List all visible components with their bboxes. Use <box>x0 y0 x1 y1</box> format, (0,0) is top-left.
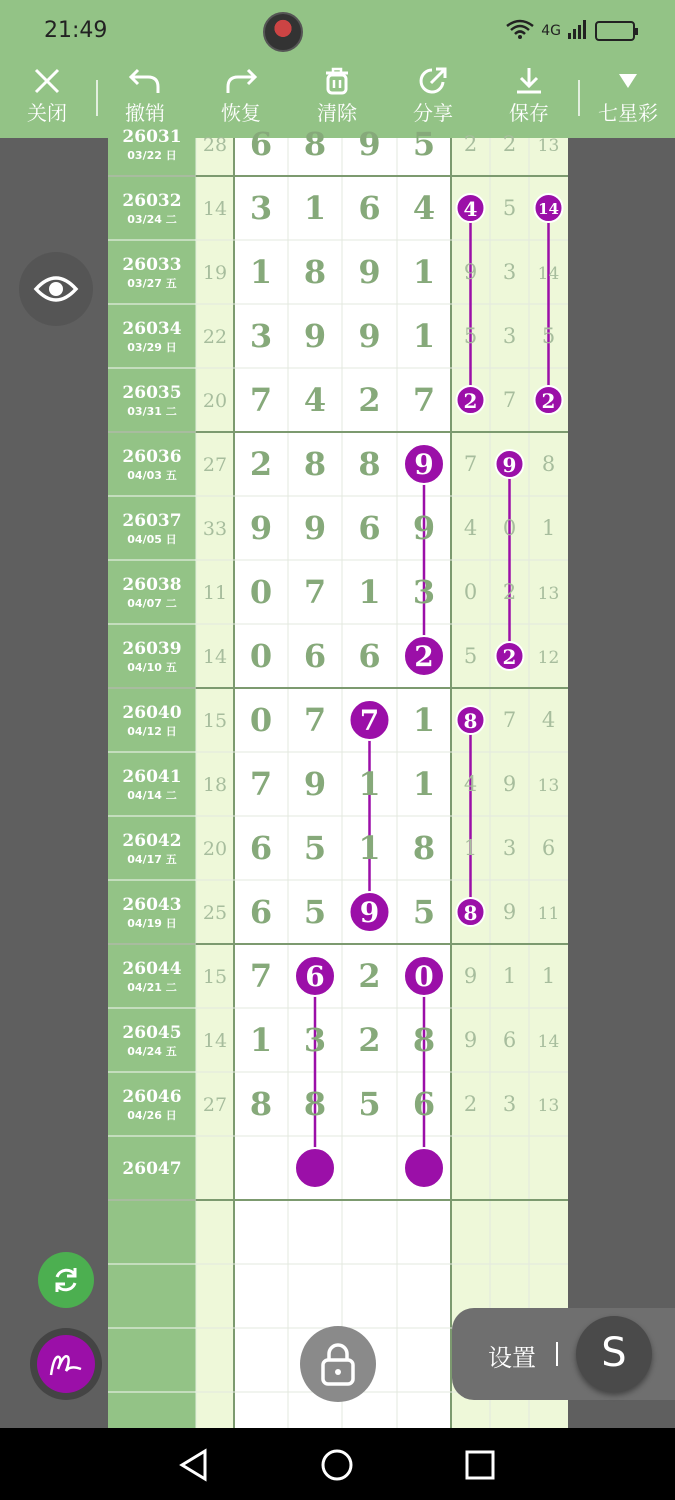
issue-date: 03/22 日 <box>127 149 177 162</box>
issue-date: 04/12 日 <box>127 725 177 738</box>
digit-value: 7 <box>303 573 327 611</box>
extra-value: 8 <box>541 452 556 476</box>
close-icon <box>18 62 76 98</box>
sum-value: 27 <box>202 1094 228 1116</box>
sum-value: 27 <box>202 454 228 476</box>
extra-value: 14 <box>537 1032 560 1052</box>
lottery-type-dropdown[interactable] <box>592 62 664 138</box>
digit-value: 1 <box>358 573 381 611</box>
digit-marker-value: 7 <box>359 704 380 737</box>
extra-value: 5 <box>502 196 517 220</box>
settings-panel <box>452 1308 675 1400</box>
pen-icon <box>37 1335 95 1393</box>
digit-value: 2 <box>358 381 381 419</box>
extra-value: 3 <box>502 1092 517 1116</box>
digit-value: 8 <box>412 1021 436 1059</box>
extra-value: 3 <box>502 836 517 860</box>
digit-value: 8 <box>303 253 327 291</box>
digit-value: 3 <box>249 317 273 355</box>
avatar <box>263 12 303 52</box>
issue-number: 26042 <box>122 831 182 851</box>
recents-icon[interactable] <box>464 1448 496 1482</box>
sum-value: 11 <box>202 582 228 604</box>
digit-value: 7 <box>249 957 273 995</box>
issue-date: 03/24 二 <box>127 213 177 226</box>
sum-value: 18 <box>202 774 228 796</box>
visibility-toggle-button[interactable] <box>19 252 93 326</box>
extra-value: 3 <box>502 260 517 284</box>
status-icons <box>505 18 635 44</box>
digit-value: 1 <box>412 701 436 739</box>
trend-chart-svg <box>108 125 568 1428</box>
digit-value: 0 <box>249 637 273 675</box>
extra-value: 1 <box>541 964 556 988</box>
digit-value: 9 <box>358 253 381 291</box>
issue-number: 26045 <box>122 1023 182 1043</box>
sum-value: 14 <box>202 646 228 668</box>
issue-date: 04/21 二 <box>127 981 177 994</box>
undo-label: 撤销 <box>125 101 165 125</box>
refresh-button[interactable] <box>38 1252 94 1308</box>
digit-marker-value: 9 <box>359 896 380 929</box>
issue-date: 04/19 日 <box>127 917 177 930</box>
extra-marker-value: 8 <box>463 709 478 733</box>
digit-value: 2 <box>358 1021 381 1059</box>
settings-button[interactable]: 设置 <box>488 1344 536 1372</box>
issue-date: 03/29 日 <box>127 341 177 354</box>
close-label: 关闭 <box>27 101 67 125</box>
settings-divider <box>556 1342 558 1366</box>
lottery-type-label: 七星彩 <box>598 101 658 125</box>
digit-marker-value: 9 <box>414 448 434 481</box>
extra-value: 3 <box>502 324 517 348</box>
digit-marker-value: 6 <box>305 960 325 993</box>
extra-value: 2 <box>463 1092 478 1116</box>
issue-number: 26040 <box>122 703 182 723</box>
extra-marker-value: 8 <box>463 901 478 925</box>
extra-value: 0 <box>463 580 478 604</box>
extra-value: 6 <box>502 1028 517 1052</box>
issue-date: 03/27 五 <box>127 277 177 290</box>
lock-button[interactable] <box>300 1326 376 1402</box>
digit-value: 3 <box>412 573 436 611</box>
issue-number: 26034 <box>122 319 182 339</box>
issue-date: 04/05 日 <box>127 533 177 546</box>
toolbar-divider <box>96 80 98 116</box>
extra-value: 2 <box>463 132 478 156</box>
issue-number: 26036 <box>122 447 182 467</box>
digit-value: 0 <box>249 573 273 611</box>
digit-value: 8 <box>249 1085 273 1123</box>
extra-value: 1 <box>541 516 556 540</box>
download-icon <box>500 62 558 98</box>
redo-label: 恢复 <box>221 101 261 125</box>
sum-value: 19 <box>202 262 228 284</box>
extra-value: 0 <box>502 516 517 540</box>
extra-marker-value: 2 <box>502 645 517 669</box>
digit-value: 8 <box>412 829 436 867</box>
issue-number: 26035 <box>122 383 182 403</box>
digit-value: 1 <box>249 253 273 291</box>
issue-date: 04/26 日 <box>127 1109 177 1122</box>
digit-value: 9 <box>249 509 273 547</box>
extra-value: 5 <box>541 324 556 348</box>
trash-icon <box>308 62 366 98</box>
issue-date: 04/24 五 <box>127 1045 177 1058</box>
digit-value: 1 <box>358 829 381 867</box>
extra-value: 4 <box>541 708 556 732</box>
sum-value: 15 <box>202 966 228 988</box>
digit-value: 7 <box>303 701 327 739</box>
refresh-icon <box>51 1268 81 1303</box>
home-icon[interactable] <box>320 1448 354 1482</box>
extra-value: 9 <box>502 772 517 796</box>
extra-value: 14 <box>537 264 560 284</box>
issue-date: 04/07 二 <box>127 597 177 610</box>
digit-value: 7 <box>249 765 273 803</box>
extra-value: 9 <box>463 1028 478 1052</box>
undo-icon <box>116 62 174 98</box>
digit-value: 6 <box>249 125 273 163</box>
wifi-icon <box>505 18 535 44</box>
issue-number: 26031 <box>122 127 182 147</box>
extra-value: 13 <box>537 584 560 604</box>
dropdown-icon <box>592 62 664 98</box>
save-button[interactable] <box>500 62 558 138</box>
sum-value: 25 <box>202 902 228 924</box>
extra-marker-value: 14 <box>538 200 559 218</box>
share-label: 分享 <box>413 101 453 125</box>
clear-label: 清除 <box>317 101 357 125</box>
digit-value: 5 <box>412 893 436 931</box>
digit-value: 1 <box>358 765 381 803</box>
extra-value: 7 <box>463 452 478 476</box>
battery-icon <box>595 21 635 41</box>
digit-value: 5 <box>358 1085 381 1123</box>
digit-value: 1 <box>249 1021 273 1059</box>
issue-date: 04/17 五 <box>127 853 177 866</box>
extra-value: 13 <box>537 1096 560 1116</box>
sum-value: 15 <box>202 710 228 732</box>
extra-value: 13 <box>537 136 560 156</box>
digit-value: 6 <box>249 829 273 867</box>
digit-value: 5 <box>303 893 327 931</box>
extra-value: 4 <box>463 516 478 540</box>
digit-marker <box>295 1148 335 1188</box>
issue-number: 26041 <box>122 767 182 787</box>
extra-value: 7 <box>502 708 517 732</box>
digit-marker-value: 2 <box>414 640 434 673</box>
status-bar <box>0 0 675 62</box>
digit-value: 9 <box>303 509 327 547</box>
sum-value: 22 <box>202 326 228 348</box>
extra-value: 6 <box>541 836 556 860</box>
digit-value: 1 <box>303 189 327 227</box>
extra-value: 9 <box>502 900 517 924</box>
redo-icon <box>212 62 270 98</box>
digit-value: 6 <box>358 509 381 547</box>
extra-value: 9 <box>463 964 478 988</box>
issue-number: 26033 <box>122 255 182 275</box>
sum-value: 14 <box>202 198 228 220</box>
lock-icon <box>318 1371 358 1390</box>
digit-value: 1 <box>412 317 436 355</box>
digit-value: 9 <box>303 317 327 355</box>
sum-value: 20 <box>202 390 228 412</box>
digit-value: 6 <box>358 189 381 227</box>
digit-value: 4 <box>412 189 436 227</box>
toolbar <box>0 62 675 138</box>
digit-value: 2 <box>358 957 381 995</box>
issue-number: 26037 <box>122 511 182 531</box>
extra-value: 7 <box>502 388 517 412</box>
back-icon[interactable] <box>178 1448 210 1482</box>
share-icon <box>404 62 462 98</box>
extra-marker-value: 9 <box>502 453 517 477</box>
issue-number: 26047 <box>122 1159 182 1179</box>
extra-marker-value: 2 <box>541 389 556 413</box>
extra-marker-value: 2 <box>463 389 478 413</box>
save-label: 保存 <box>509 101 549 125</box>
toolbar-divider <box>578 80 580 116</box>
extra-value: 5 <box>463 324 478 348</box>
extra-value: 9 <box>463 260 478 284</box>
sum-value: 20 <box>202 838 228 860</box>
digit-value: 8 <box>303 125 327 163</box>
issue-number: 26046 <box>122 1087 182 1107</box>
digit-value: 6 <box>358 637 381 675</box>
issue-number: 26032 <box>122 191 182 211</box>
signal-icon <box>567 19 589 43</box>
eye-icon <box>33 290 79 309</box>
extra-value: 11 <box>537 904 560 924</box>
sum-value: 28 <box>202 134 228 156</box>
digit-value: 2 <box>249 445 273 483</box>
status-time: 21:49 <box>44 18 108 43</box>
digit-value: 9 <box>303 765 327 803</box>
extra-value: 5 <box>463 644 478 668</box>
issue-date: 03/31 二 <box>127 405 177 418</box>
digit-value: 8 <box>303 445 327 483</box>
digit-value: 6 <box>412 1085 436 1123</box>
digit-value: 1 <box>412 253 436 291</box>
extra-value: 1 <box>463 836 478 860</box>
digit-marker-value: 0 <box>414 960 434 993</box>
digit-value: 4 <box>303 381 327 419</box>
close-button[interactable] <box>18 62 76 138</box>
sum-value: 14 <box>202 1030 228 1052</box>
digit-value: 3 <box>303 1021 327 1059</box>
s-menu-button[interactable]: S <box>576 1316 652 1392</box>
digit-value: 9 <box>412 509 436 547</box>
digit-value: 5 <box>303 829 327 867</box>
extra-value: 12 <box>537 648 560 668</box>
issue-date: 04/14 二 <box>127 789 177 802</box>
digit-value: 3 <box>249 189 273 227</box>
issue-date: 04/10 五 <box>127 661 177 674</box>
digit-value: 6 <box>303 637 327 675</box>
extra-value: 2 <box>502 580 517 604</box>
extra-value: 4 <box>463 772 478 796</box>
issue-number: 26039 <box>122 639 182 659</box>
issue-number: 26038 <box>122 575 182 595</box>
digit-value: 7 <box>412 381 436 419</box>
sum-value: 33 <box>202 518 228 540</box>
issue-number: 26044 <box>122 959 182 979</box>
digit-value: 5 <box>412 125 436 163</box>
extra-value: 2 <box>502 132 517 156</box>
digit-value: 9 <box>358 317 381 355</box>
digit-value: 9 <box>358 125 381 163</box>
pen-tool-button[interactable] <box>30 1328 102 1400</box>
extra-marker-value: 4 <box>463 197 478 221</box>
system-nav-bar <box>0 1428 675 1500</box>
digit-value: 1 <box>412 765 436 803</box>
digit-marker <box>404 1148 444 1188</box>
digit-value: 0 <box>249 701 273 739</box>
digit-value: 8 <box>303 1085 327 1123</box>
network-label: 4G <box>541 23 561 39</box>
extra-value: 13 <box>537 776 560 796</box>
digit-value: 6 <box>249 893 273 931</box>
digit-value: 7 <box>249 381 273 419</box>
issue-number: 26043 <box>122 895 182 915</box>
trend-chart[interactable] <box>108 125 568 1428</box>
digit-value: 8 <box>358 445 381 483</box>
issue-date: 04/03 五 <box>127 469 177 482</box>
extra-value: 1 <box>502 964 517 988</box>
